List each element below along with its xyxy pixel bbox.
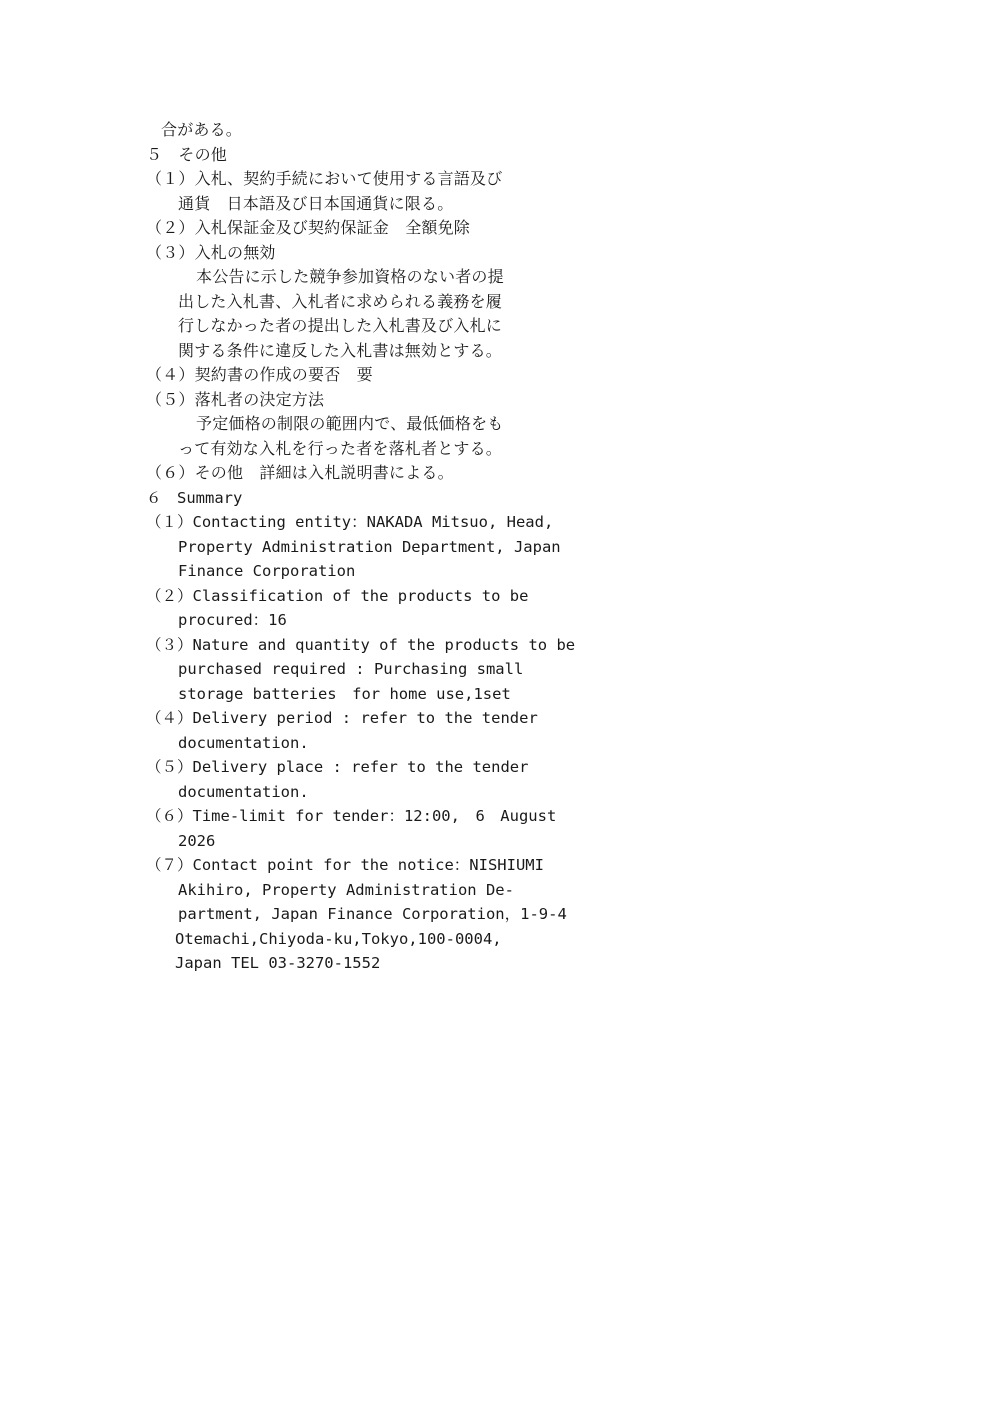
text-line: storage batteries for home use,1set <box>178 685 511 703</box>
text-line: 通貨 日本語及び日本国通貨に限る。 <box>178 194 454 213</box>
text-line: documentation. <box>178 783 309 801</box>
text-line: documentation. <box>178 734 309 752</box>
text-line: 関する条件に違反した入札書は無効とする。 <box>178 341 503 360</box>
text-line: 出した入札書、入札者に求められる義務を履 <box>178 292 503 311</box>
list-item: （５）落札者の決定方法 <box>146 390 325 409</box>
text-line: 合がある。 <box>161 120 243 139</box>
list-item: （４）契約書の作成の要否 要 <box>146 365 373 384</box>
list-item: （２）入札保証金及び契約保証金 全額免除 <box>146 218 471 237</box>
text-line: Property Administration Department, Japan <box>178 538 561 556</box>
list-item: （５）Delivery place : refer to the tender <box>146 758 529 776</box>
text-line: 本公告に示した競争参加資格のない者の提 <box>196 267 504 286</box>
list-item: （１）入札、契約手続において使用する言語及び <box>146 169 503 188</box>
list-item: （１）Contacting entity：NAKADA Mitsuo, Head, <box>146 513 554 531</box>
text-line: Akihiro, Property Administration De- <box>178 881 514 899</box>
text-line: 予定価格の制限の範囲内で、最低価格をも <box>196 414 504 433</box>
text-line: 2026 <box>178 832 216 850</box>
text-line: Japan TEL 03-3270-1552 <box>175 954 381 972</box>
text-line: partment, Japan Finance Corporation，1-9-4 <box>178 905 567 923</box>
list-item: （７）Contact point for the notice：NISHIUMI <box>146 856 544 874</box>
text-line: って有効な入札を行った者を落札者とする。 <box>178 439 503 458</box>
text-line: 行しなかった者の提出した入札書及び入札に <box>178 316 503 335</box>
section-heading: ５ その他 <box>146 145 228 164</box>
list-item: （３）入札の無効 <box>146 243 276 262</box>
list-item: （６）その他 詳細は入札説明書による。 <box>146 463 454 482</box>
text-line: purchased required : Purchasing small <box>178 660 524 678</box>
text-line: procured：16 <box>178 611 287 629</box>
section-heading: ６ Summary <box>146 489 243 507</box>
list-item: （６）Time-limit for tender：12:00, 6 August <box>146 807 557 825</box>
list-item: （２）Classification of the products to be <box>146 587 529 605</box>
list-item: （３）Nature and quantity of the products to be <box>146 636 576 654</box>
text-line: Otemachi,Chiyoda-ku,Tokyo,100-0004, <box>175 930 502 948</box>
list-item: （４）Delivery period : refer to the tender <box>146 709 538 727</box>
text-line: Finance Corporation <box>178 562 356 580</box>
